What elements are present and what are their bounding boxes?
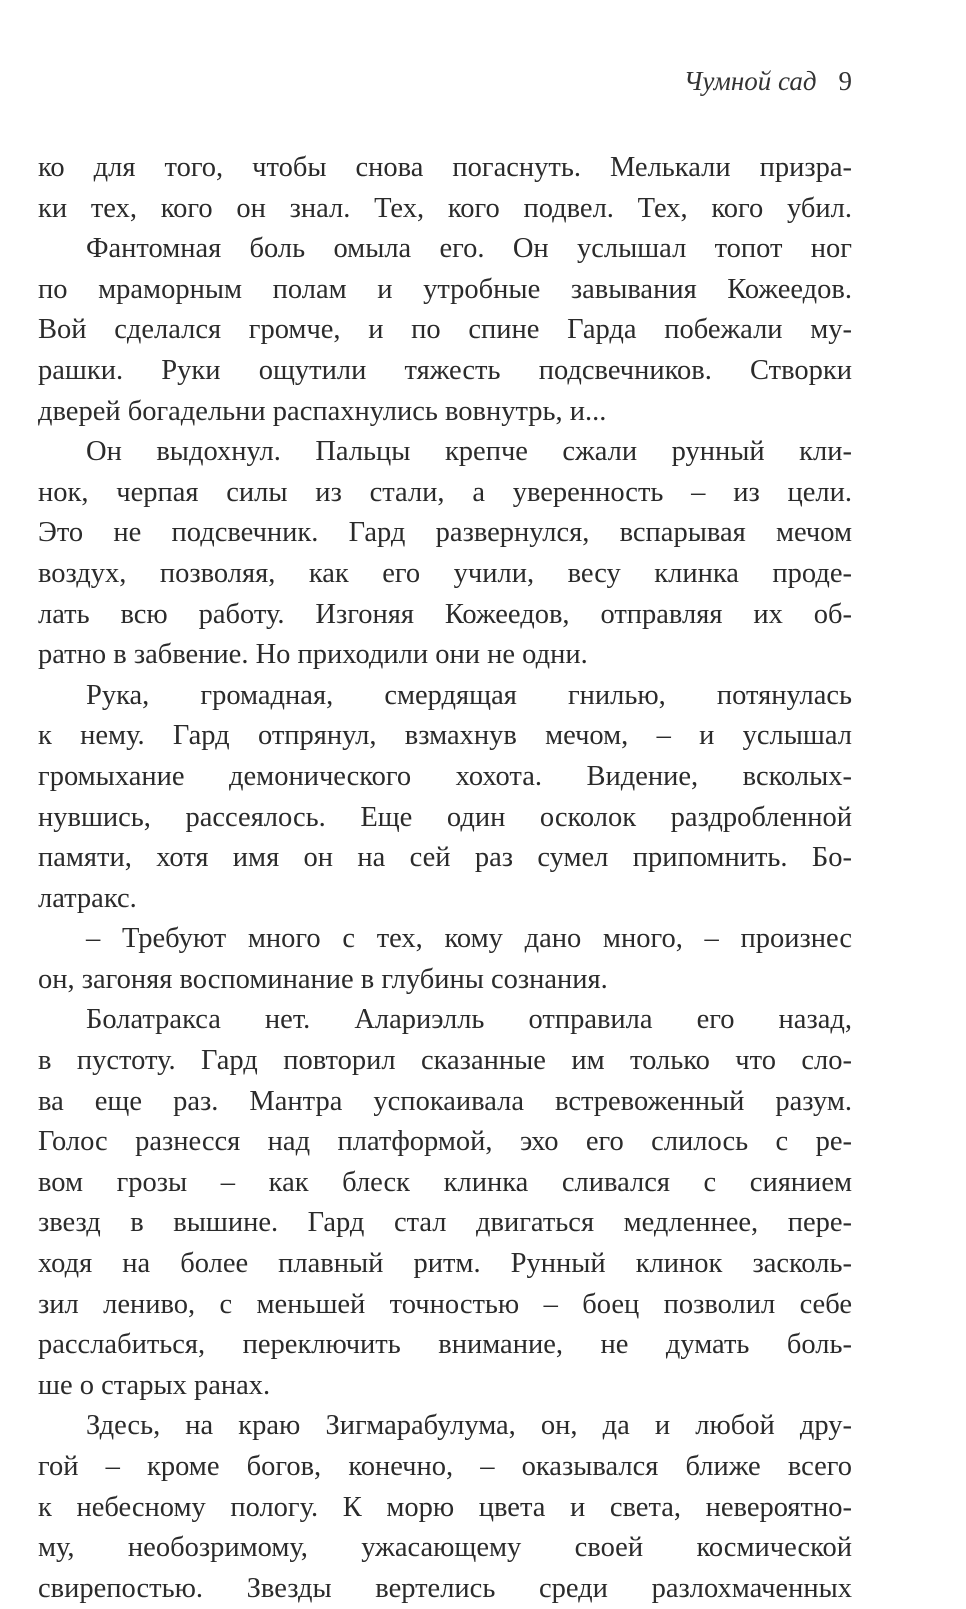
text-line: ко для того, чтобы снова погаснуть. Мелькали призра-: [38, 152, 852, 183]
text-line: Голос разнесся над платформой, эхо его слилось с ре-: [38, 1126, 852, 1158]
text-line: Болатракса нет. Алариэлль отправила его назад,: [86, 1004, 852, 1036]
text-line: расслабиться, переключить внимание, не думать боль-: [38, 1329, 852, 1361]
text-line: к небесному пологу. К морю цвета и света, невероятно-: [38, 1491, 852, 1523]
text-line: му, необозримому, ужасающему своей космической: [38, 1532, 852, 1564]
text-line: – Требуют много с тех, кому дано много, – произнес: [86, 923, 852, 955]
text-line: Здесь, на краю Зигмарабулума, он, да и любой дру-: [86, 1410, 852, 1442]
text-line: воздух, позволяя, как его учили, весу клинка проде-: [38, 557, 852, 589]
text-line: ки тех, кого он знал. Тех, кого подвел. Тех, кого убил.: [38, 192, 852, 224]
running-head: [600, 66, 852, 97]
text-line: ше о старых ранах.: [38, 1369, 271, 1401]
text-line: ратно в забвение. Но приходили они не одни.: [38, 639, 588, 671]
text-line: звезд в вышине. Гард стал двигаться медленнее, пере-: [38, 1207, 852, 1239]
text-line: рашки. Руки ощутили тяжесть подсвечников. Створки: [38, 354, 852, 386]
text-line: ва еще раз. Мантра успокаивала встревоженный разум.: [38, 1085, 852, 1117]
text-line: он, загоняя воспоминание в глубины сознания.: [38, 963, 608, 995]
text-line: свирепостью. Звезды вертелись среди разлохмаченных: [38, 1572, 852, 1604]
text-line: Это не подсвечник. Гард развернулся, вспарывая мечом: [38, 517, 852, 549]
text-line: нувшись, рассеялось. Еще один осколок раздробленной: [38, 801, 852, 833]
text-line: по мраморным полам и утробные завывания Кожеедов.: [38, 273, 852, 305]
text-line: в пустоту. Гард повторил сказанные им только что сло-: [38, 1045, 852, 1077]
text-line: Вой сделался громче, и по спине Гарда побежали му-: [38, 314, 852, 346]
text-line: Он выдохнул. Пальцы крепче сжали рунный кли-: [86, 436, 852, 468]
body-text: [38, 148, 852, 1609]
text-line: громыхание демонического хохота. Видение, всколых-: [38, 760, 852, 792]
text-line: лать всю работу. Изгоняя Кожеедов, отправляя их об-: [38, 598, 852, 630]
text-line: Фантомная боль омыла его. Он услышал топот ног: [86, 233, 852, 265]
text-line: вом грозы – как блеск клинка сливался с сиянием: [38, 1166, 852, 1198]
text-line: гой – кроме богов, конечно, – оказывался ближе всего: [38, 1451, 852, 1482]
page-number: 9: [838, 66, 852, 96]
text-line: зил лениво, с меньшей точностью – боец позволил себе: [38, 1288, 852, 1320]
text-line: ходя на более плавный ритм. Рунный клинок засколь-: [38, 1248, 852, 1280]
text-line: нок, черпая силы из стали, а уверенность – из цели.: [38, 476, 852, 508]
text-line: к нему. Гард отпрянул, взмахнув мечом, – и услышал: [38, 720, 852, 752]
text-line: памяти, хотя имя он на сей раз сумел припомнить. Бо-: [38, 842, 852, 874]
running-head-title: Чумной сад: [683, 66, 817, 96]
text-line: Рука, громадная, смердящая гнилью, потянулась: [86, 679, 852, 711]
text-line: латракс.: [38, 882, 137, 914]
text-line: дверей богадельни распахнулись вовнутрь, и...: [38, 395, 607, 427]
